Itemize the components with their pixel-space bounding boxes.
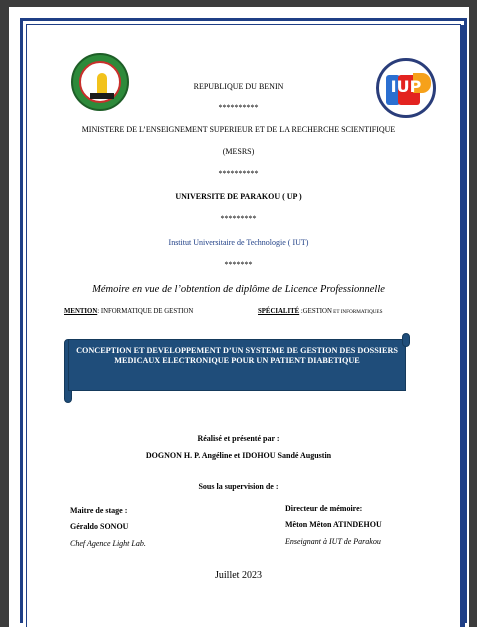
separator: ********** bbox=[218, 169, 259, 178]
university-heading: UNIVERSITE DE PARAKOU ( UP ) bbox=[175, 192, 302, 201]
page-border-right bbox=[461, 25, 465, 627]
maitre-name: Géraldo SONOU bbox=[70, 522, 129, 531]
maitre-role: Chef Agence Light Lab. bbox=[70, 539, 146, 548]
maitre-label: Maitre de stage : bbox=[70, 506, 128, 515]
document-date: Juillet 2023 bbox=[215, 570, 262, 581]
ministry-heading: MINISTERE DE L’ENSEIGNEMENT SUPERIEUR ET DE LA RECHERCHE SCIENTIFIQUE bbox=[81, 125, 396, 134]
ministry-abbr: (MESRS) bbox=[222, 147, 255, 156]
mention-line bbox=[64, 308, 193, 315]
institute-heading: Institut Universitaire de Technologie ( IUT) bbox=[168, 238, 309, 247]
mention-label: MENTION bbox=[64, 308, 98, 315]
title-banner bbox=[64, 333, 410, 397]
mention-value: : INFORMATIQUE DE GESTION bbox=[97, 308, 194, 315]
directeur-label: Directeur de mémoire: bbox=[285, 504, 363, 513]
separator: ********* bbox=[220, 214, 257, 223]
memoire-subtitle: Mémoire en vue de l’obtention de diplôme de Licence Professionnelle bbox=[92, 284, 385, 295]
specialite-value-small: ET INFORMATIQUES bbox=[331, 309, 383, 315]
separator: ********** bbox=[218, 103, 259, 112]
authors: DOGNON H. P. Angéline et IDOHOU Sandé Augustin bbox=[145, 451, 332, 460]
directeur-name: Mêton Mêton ATINDEHOU bbox=[285, 520, 382, 529]
realise-label: Réalisé et présenté par : bbox=[197, 434, 280, 443]
directeur-role: Enseignant à IUT de Parakou bbox=[285, 537, 381, 546]
supervision-label: Sous la supervision de : bbox=[198, 482, 279, 491]
specialite-label: SPÉCIALITÉ bbox=[258, 308, 300, 315]
iut-logo-icon: IUP bbox=[376, 58, 436, 118]
specialite-value: :GESTION bbox=[299, 308, 332, 315]
separator: ******* bbox=[224, 260, 253, 269]
banner-curl-right bbox=[402, 333, 410, 347]
thesis-title: CONCEPTION ET DEVELOPPEMENT D’UN SYSTEME DE GESTION DES DOSSIERS MEDICAUX ELECTRONIQUE POUR UN PATIENT DIABETIQUE bbox=[76, 346, 398, 365]
specialite-line bbox=[258, 308, 383, 315]
republic-heading: REPUBLIQUE DU BENIN bbox=[193, 82, 284, 91]
